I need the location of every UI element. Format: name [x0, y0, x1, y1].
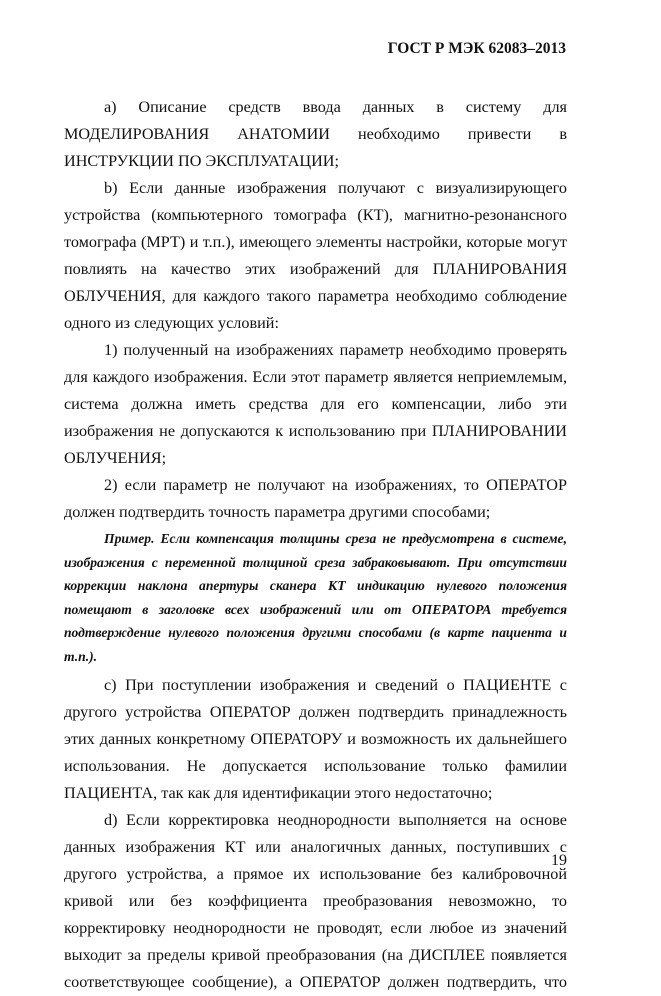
- paragraph-b: b) Если данные изображения получают с визуализирующего устройства (компьютерного томографа (КТ), магнитно-резонансного томографа (МРТ) и т.п.), имеющего элементы настройки, которые могут повлиять на качество этих изображений для ПЛАНИРОВАНИЯ ОБЛУЧЕНИЯ, для каждого такого параметра необходимо соблюдение одного из следующих условий:: [64, 179, 567, 332]
- page-body: [64, 94, 567, 996]
- paragraph-c: c) При поступлении изображения и сведений о ПАЦИЕНТЕ с другого устройства ОПЕРАТОР должен подтвердить принадлежность этих данных конкретному ОПЕРАТОРУ и возможность их дальнейшего использования. Не допускается использование только фамилии ПАЦИЕНТА, так как для идентификации этого недостаточно;: [64, 675, 567, 802]
- paragraph-2: 2) если параметр не получают на изображениях, то ОПЕРАТОР должен подтвердить точность параметра другими способами;: [64, 476, 567, 521]
- paragraph-d: d) Если корректировка неоднородности выполняется на основе данных изображения КТ или аналогичных данных, поступивших с другого устройства, а прямое их использование без калибровочной кривой или без коэффициента преобразования невозможно, то корректировку неоднородности не проводят, если любое из значений выходит за пределы кривой преобразования (на ДИСПЛЕЕ появляется соответствующее сообщение), а ОПЕРАТОР должен подтвердить, что: [64, 810, 567, 991]
- page-number: 19: [551, 852, 567, 869]
- paragraph-a: a) Описание средств ввода данных в систему для МОДЕЛИРОВАНИЯ АНАТОМИИ необходимо привести в ИНСТРУКЦИИ ПО ЭКСПЛУАТАЦИИ;: [64, 98, 567, 170]
- document-header: ГОСТ Р МЭК 62083–2013: [387, 40, 566, 57]
- paragraph-1: 1) полученный на изображениях параметр необходимо проверять для каждого изображения. Если этот параметр является неприемлемым, система должна иметь средства для его компенсации, либо эти изображения не допускаются к использованию при ПЛАНИРОВАНИИ ОБЛУЧЕНИЯ;: [64, 341, 567, 467]
- example-note: Пример. Если компенсация толщины среза не предусмотрена в системе, изображения с переменной толщиной среза забраковывают. При отсутствии коррекции наклона апертуры сканера КТ индикацию нулевого положения помещают в заголовке всех изображений или от ОПЕРАТОРА требуется подтверждение нулевого положения другими способами (в карте пациента и т.п.).: [64, 531, 567, 664]
